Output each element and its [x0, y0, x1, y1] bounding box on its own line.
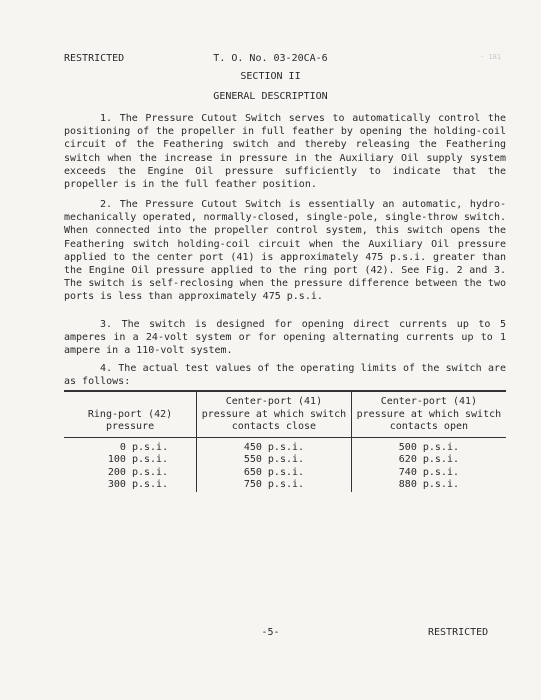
table-cell: 300 p.s.i.	[107, 479, 169, 490]
header-classification: RESTRICTED	[64, 53, 125, 64]
faint-stamp-mark: · 181	[480, 53, 502, 61]
table-cell: 100 p.s.i.	[107, 454, 169, 465]
table-header-contacts-open: Center-port (41) pressure at which switch contacts open	[351, 391, 506, 437]
footer-page-number: -5-	[261, 627, 280, 638]
table-cell: 0 p.s.i.	[119, 441, 169, 453]
table-cell: 450 p.s.i.	[197, 437, 352, 454]
table-cell: 550 p.s.i.	[197, 454, 352, 467]
table-cell: 650 p.s.i.	[197, 467, 352, 480]
table-cell: 740 p.s.i.	[351, 467, 506, 480]
header-order-number: T. O. No. 03-20CA-6	[213, 53, 328, 64]
paragraph-1: 1. The Pressure Cutout Switch serves to automatically control the positioning of the propeller in full feather by opening the holding-coil circuit of the Feathering switch and thereby releasing the Feathering switch when the increase in pressure in the Auxiliary Oil supply system exceeds the Engine Oil pressure sufficiently to indicate that the propeller is in the full feather position.	[64, 113, 506, 191]
table-cell: 620 p.s.i.	[351, 454, 506, 467]
paragraph-3: 3. The switch is designed for opening direct currents up to 5 amperes in a 24-volt system or for opening alternating currents up to 1 ampere in a 110-volt system.	[64, 319, 506, 357]
table-cell: 750 p.s.i.	[197, 479, 352, 492]
table-row	[64, 479, 506, 492]
table-header-ring-port: Ring-port (42) pressure	[64, 391, 197, 437]
footer-classification: RESTRICTED	[428, 627, 489, 638]
section-title: GENERAL DESCRIPTION	[213, 91, 328, 102]
table-row	[64, 467, 506, 480]
table-cell: 500 p.s.i.	[351, 437, 506, 454]
operating-limits-table	[64, 390, 506, 492]
table-cell: 200 p.s.i.	[107, 466, 169, 478]
table-row	[64, 437, 506, 454]
paragraph-2: 2. The Pressure Cutout Switch is essentially an automatic, hydro-mechanically operated, normally-closed, single-pole, single-throw switch. When connected into the propeller control system, this switch opens the Feathering switch holding-coil circuit when the Auxiliary Oil pressure applied to the center port (41) is approximately 475 p.s.i. greater than the Engine Oil pressure applied to the ring port (42). See Fig. 2 and 3. The switch is self-reclosing when the pressure difference between the two ports is less than approximately 475 p.s.i.	[64, 199, 506, 303]
table-header-row	[64, 391, 506, 437]
table-cell: 880 p.s.i.	[351, 479, 506, 492]
paragraph-4: 4. The actual test values of the operating limits of the switch are as follows:	[64, 363, 506, 388]
table-row	[64, 454, 506, 467]
section-heading: SECTION II	[240, 71, 301, 82]
table-header-contacts-close: Center-port (41) pressure at which switch contacts close	[197, 391, 352, 437]
